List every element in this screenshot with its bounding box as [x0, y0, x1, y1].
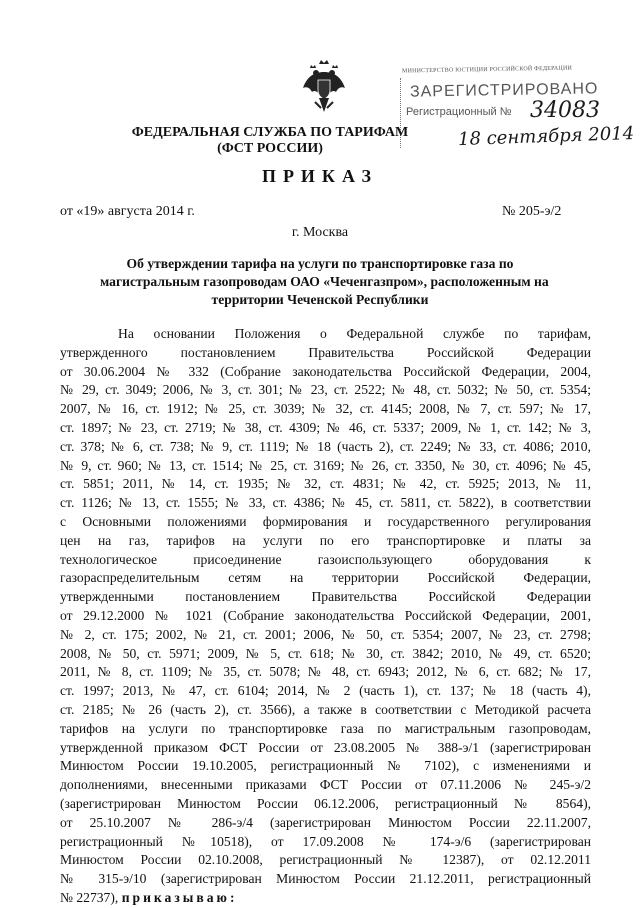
- body-line: 2011, № 8, ст. 1109; № 35, ст. 5078; № 48, ст. 6943; 2012, № 6, ст. 682; № 17,: [60, 664, 591, 680]
- stamp-reg-number: 34083: [530, 98, 600, 123]
- body-line: с Основными положениями формирования и государственного регулирования: [60, 513, 591, 529]
- body-line: газораспределительным сетям на территории Российской Федерации,: [60, 570, 591, 586]
- body-line: 2007, № 16, ст. 1912; № 25, ст. 3039; № 32, ст. 4145; 2008, № 7, ст. 597; № 17,: [60, 401, 591, 417]
- body-line: ст. 5851; 2011, № 14, ст. 1935; № 32, ст. 4831; № 42, ст. 5925; 2013, № 11,: [60, 476, 591, 492]
- stamp-reg-date: 18 сентября 2014: [457, 122, 635, 151]
- subject-line: Об утверждении тарифа на услуги по транспортировке газа по: [126, 256, 514, 271]
- body-line: ст. 378; № 6, ст. 738; № 9, ст. 1119; № 18 (часть 2), ст. 2249; № 33, ст. 4086; 2010,: [60, 438, 591, 454]
- coat-of-arms-icon: [301, 58, 347, 114]
- order-date: от «19» августа 2014 г.: [60, 204, 195, 219]
- body-line: утвержденного постановлением Правительства Российской Федерации: [60, 344, 591, 360]
- subject-line: территории Чеченской Республики: [211, 292, 429, 307]
- body-line: № 29, ст. 3049; 2006, № 3, ст. 301; № 23, ст. 2522; № 48, ст. 5032; № 50, ст. 5354;: [60, 382, 591, 398]
- stamp-status: ЗАРЕГИСТРИРОВАНО: [409, 80, 599, 101]
- body-line: тарифов на услуги по транспортировке газа по магистральным газопроводам,: [60, 720, 591, 736]
- body-line: ст. 1997; 2013, № 47, ст. 6104; 2014, № 2 (часть 1), ст. 137; № 18 (часть 4),: [60, 683, 591, 699]
- body-line: Минюстом России 02.10.2008, регистрационный № 12387), от 02.12.2011: [60, 852, 591, 868]
- stamp-ministry-line: МИНИСТЕРСТВО ЮСТИЦИИ РОССИЙСКОЙ ФЕДЕРАЦИИ: [401, 65, 573, 75]
- body-line: Минюстом России 19.10.2005, регистрационный № 7102), с изменениями и: [60, 758, 591, 774]
- order-number: № 205-э/2: [502, 204, 562, 219]
- body-line: ст. 1897; № 23, ст. 2719; № 38, ст. 4309; № 46, ст. 5337; 2009, № 1, ст. 142; № 3,: [60, 419, 591, 435]
- body-line: цен на газ, тарифов на услуги по его транспортировке и платы за: [60, 532, 591, 548]
- agency-abbreviation: (ФСТ РОССИИ): [217, 141, 323, 156]
- body-line: 2008, № 50, ст. 5971; 2009, № 5, ст. 618; № 30, ст. 3842; 2010, № 49, ст. 6520;: [60, 645, 591, 661]
- subject-line: магистральным газопроводам ОАО «Чеченгазпром», расположенным на: [100, 274, 549, 289]
- body-line: утвержденными постановлением Правительства Российской Федерации: [60, 589, 591, 605]
- body-line: (зарегистрирован Минюстом России 06.12.2006, регистрационный № 8564),: [60, 795, 591, 811]
- order-body-text: [60, 325, 591, 908]
- order-subject: [100, 255, 549, 309]
- body-line: ст. 2185; № 26 (часть 2), ст. 3566), а также в соответствии с Методикой расчета: [60, 701, 591, 717]
- body-line: № 9, ст. 960; № 13, ст. 1514; № 25, ст. 3169; № 26, ст. 3350, № 30, ст. 4096; № 45,: [60, 457, 591, 473]
- body-final-prefix: № 22737),: [60, 889, 119, 905]
- body-line: утвержденной приказом ФСТ России от 23.08.2005 № 388-э/1 (зарегистрирован: [60, 739, 591, 755]
- body-line: № 315-э/10 (зарегистрирован Минюстом России 21.12.2011, регистрационный: [60, 871, 591, 887]
- body-line: от 30.06.2004 № 332 (Собрание законодательства Российской Федерации, 2004,: [60, 363, 591, 379]
- document-type-title: ПРИКАЗ: [261, 166, 379, 186]
- order-city: г. Москва: [291, 225, 349, 240]
- stamp-reg-label: Регистрационный №: [406, 106, 512, 118]
- body-line: дополнениями, внесенными приказами ФСТ России от 07.11.2006 № 245-э/2: [60, 777, 591, 793]
- body-line: технологическое присоединение газоиспользующего оборудования к: [60, 551, 591, 567]
- body-line: регистрационный №10518), от 17.09.2008 № 174-э/6 (зарегистрирован: [60, 833, 591, 849]
- agency-name: ФЕДЕРАЛЬНАЯ СЛУЖБА ПО ТАРИФАМ: [131, 125, 409, 140]
- body-line: от 29.12.2000 № 1021 (Собрание законодательства Российской Федерации, 2001,: [60, 607, 591, 623]
- order-directive: приказываю:: [121, 889, 238, 905]
- body-line: от 25.10.2007 № 286-э/4 (зарегистрирован Минюстом России 22.11.2007,: [60, 814, 591, 830]
- body-line: № 2, ст. 175; 2002, № 21, ст. 2001; 2006, № 50, ст. 5354; 2007, № 23, ст. 2798;: [60, 626, 591, 642]
- body-line: На основании Положения о Федеральной службе по тарифам,: [118, 326, 591, 341]
- body-line: ст. 1126; № 13, ст. 1555; № 33, ст. 4386; № 45, ст. 5811, ст. 5822), в соответствии: [60, 495, 591, 511]
